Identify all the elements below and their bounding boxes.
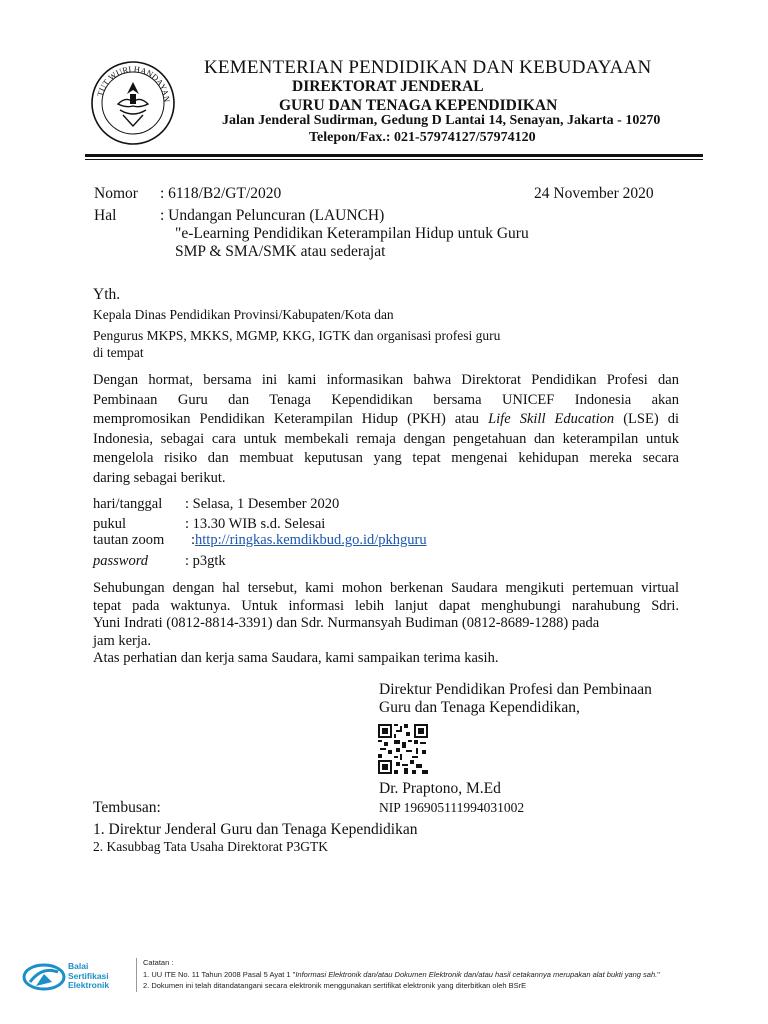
bsre-logo-icon <box>22 960 66 994</box>
office-phone: Telepon/Fax.: 021-57974127/57974120 <box>309 130 536 145</box>
ministry-title: KEMENTERIAN PENDIDIKAN DAN KEBUDAYAAN <box>204 57 652 78</box>
body-line-3: mempromosikan Pendidikan Keterampilan Hidup (PKH) atau Life Skill Education (LSE) di <box>93 411 679 427</box>
body-line-1: Dengan hormat, bersama ini kami informasikan bahwa Direktorat Pendidikan Profesi dan <box>93 372 679 388</box>
closing-line-5: Atas perhatian dan kerja sama Saudara, kami sampaikan terima kasih. <box>93 650 499 666</box>
password-label: password <box>93 553 149 569</box>
closing-line-4: jam kerja. <box>93 632 151 649</box>
hal-label: Hal <box>94 207 117 224</box>
cc-label: Tembusan: <box>93 799 161 816</box>
day-value: : Selasa, 1 Desember 2020 <box>185 496 340 512</box>
time-label: pukul <box>93 516 127 532</box>
body-line-4: Indonesia, sebagai cara untuk membekali remaja dengan pengetahuan dan keterampilan untuk <box>93 430 679 447</box>
hal-line-2: "e-Learning Pendidikan Keterampilan Hidup untuk Guru <box>175 225 529 242</box>
signer-title-1: Direktur Pendidikan Profesi dan Pembinaan <box>379 681 652 698</box>
lse-italic: Life Skill Education <box>488 411 615 427</box>
footer-separator <box>136 958 137 992</box>
closing-line-1: Sehubungan dengan hal tersebut, kami mohon berkenan Saudara mengikuti pertemuan virtual <box>93 580 679 596</box>
logo-arc-text: TUT WURI HANDAYAN <box>94 63 173 103</box>
zoom-colon: : <box>191 532 196 548</box>
division-title: GURU DAN TENAGA KEPENDIDIKAN <box>279 97 558 114</box>
letterhead-rule-thin <box>85 159 703 160</box>
tut-wuri-handayani-logo <box>90 60 176 146</box>
password-value: : p3gtk <box>185 553 226 569</box>
hal-line-3: SMP & SMA/SMK atau sederajat <box>175 243 386 260</box>
yth-label: Yth. <box>93 286 121 303</box>
nomor-value: : 6118/B2/GT/2020 <box>160 185 282 202</box>
closing-line-3: Yuni Indrati (0812-8814-3391) dan Sdr. Nurmansyah Budiman (0812-8689-1288) pada <box>93 615 600 631</box>
body-line-6: daring sebagai berikut. <box>93 469 226 486</box>
signer-nip: NIP 196905111994031002 <box>379 800 525 815</box>
bsre-wordmark: Balai Sertifikasi Elektronik <box>68 961 110 990</box>
body-line-5: mengelola risiko dan membuat keputusan yang tepat mengenai kehidupan mereka secara <box>93 450 679 466</box>
catatan-label: Catatan : <box>143 958 174 967</box>
letter-date: 24 November 2020 <box>534 185 654 202</box>
body-paragraph <box>93 371 679 488</box>
time-value: : 13.30 WIB s.d. Selesai <box>185 516 326 532</box>
letterhead-rule-thick <box>85 154 703 157</box>
directorate-title: DIREKTORAT JENDERAL <box>292 78 484 95</box>
office-address: Jalan Jenderal Sudirman, Gedung D Lantai 14, Senayan, Jakarta - 10270 <box>222 113 661 128</box>
zoom-link[interactable]: http://ringkas.kemdikbud.go.id/pkhguru <box>195 532 427 548</box>
closing-line-2: tepat pada waktunya. Untuk informasi lebih lanjut dapat menghubungi narahubung Sdri. <box>93 597 679 614</box>
cc-item-2: 2. Kasubbag Tata Usaha Direktorat P3GTK <box>93 839 328 854</box>
footer-note-2: 2. Dokumen ini telah ditandatangani secara elektronik menggunakan sertifikat elektronik yang diterbitkan oleh BSrE <box>143 981 527 990</box>
nomor-label: Nomor <box>94 185 138 202</box>
recipient-line-2: Pengurus MKPS, MKKS, MGMP, KKG, IGTK dan organisasi profesi guru <box>93 328 501 343</box>
footer-note-1: 1. UU ITE No. 11 Tahun 2008 Pasal 5 Ayat 1 "Informasi Elektronik dan/atau Dokumen Elektronik dan/atau hasil cetakannya merupakan alat bukti yang sah." <box>143 970 660 979</box>
cc-item-1: 1. Direktur Jenderal Guru dan Tenaga Kependidikan <box>93 821 418 838</box>
body-line-2: Pembinaan Guru dan Tenaga Kependidikan bersama UNICEF Indonesia akan <box>93 391 679 408</box>
signer-name: Dr. Praptono, M.Ed <box>379 780 501 797</box>
recipient-line-3: di tempat <box>93 345 144 360</box>
zoom-label: tautan zoom <box>93 532 165 548</box>
zoom-link-row <box>191 532 427 549</box>
signer-title-2: Guru dan Tenaga Kependidikan, <box>379 699 580 716</box>
signature-qr-code <box>378 724 428 774</box>
closing-paragraph <box>93 580 679 668</box>
recipient-line-1: Kepala Dinas Pendidikan Provinsi/Kabupaten/Kota dan <box>93 307 394 322</box>
day-label: hari/tanggal <box>93 496 163 512</box>
hal-line-1: : Undangan Peluncuran (LAUNCH) <box>160 207 385 224</box>
